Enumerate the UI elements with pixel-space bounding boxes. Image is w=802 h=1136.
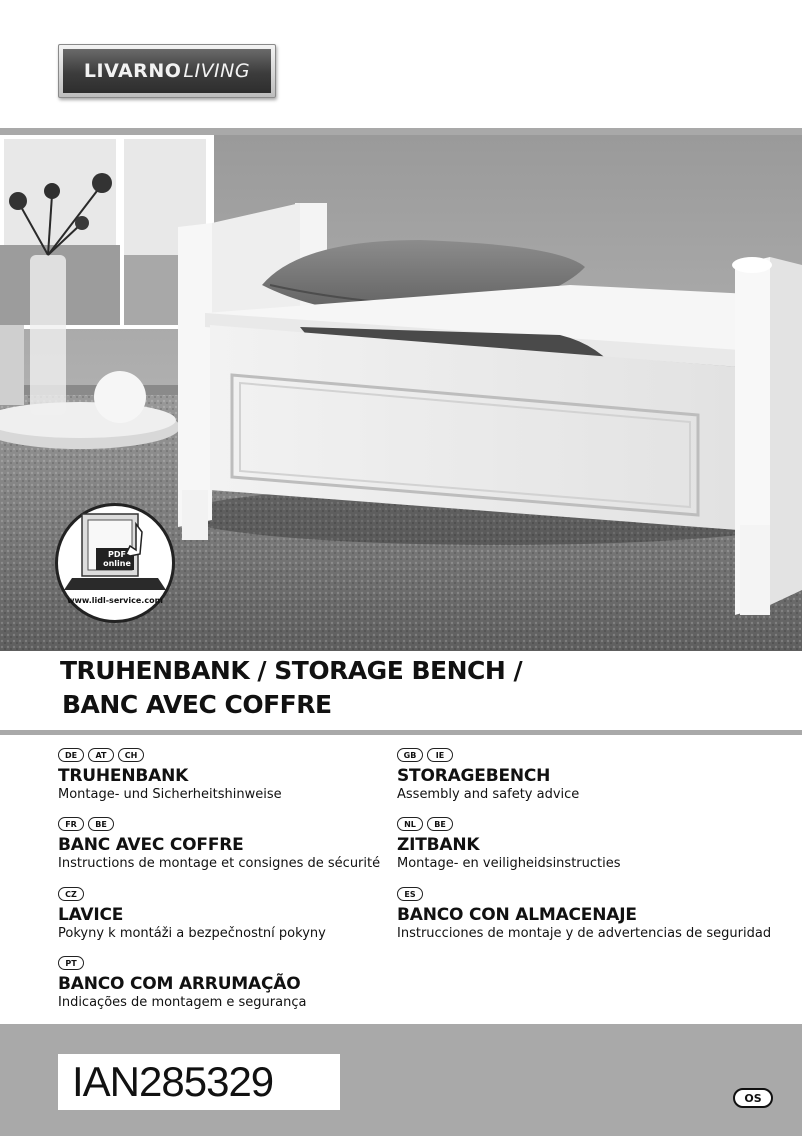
- country-badges: [58, 817, 380, 833]
- brand-logo-plate: [63, 49, 271, 93]
- country-badge: BE: [88, 817, 114, 831]
- country-badges: [397, 817, 621, 833]
- document-title-line2: BANC AVEC COFFRE: [62, 690, 332, 719]
- service-url[interactable]: www.lidl-service.com: [67, 596, 163, 605]
- country-badge: IE: [427, 748, 453, 762]
- lang-block-es: [397, 887, 771, 941]
- ian-box: [58, 1054, 340, 1110]
- country-badges: [58, 887, 326, 903]
- lang-block-fr: [58, 817, 380, 871]
- country-badges: [397, 887, 771, 903]
- country-badges: [58, 748, 282, 764]
- lang-title: STORAGEBENCH: [397, 766, 551, 786]
- country-badge: PT: [58, 956, 84, 970]
- product-photo: [0, 135, 802, 651]
- lang-title: LAVICE: [58, 905, 124, 925]
- lang-title: BANC AVEC COFFRE: [58, 835, 244, 855]
- country-badge: FR: [58, 817, 84, 831]
- lang-block-pt: [58, 956, 306, 1010]
- logo-bold-text: LIVARNO: [83, 60, 182, 82]
- brand-logo: [58, 44, 276, 98]
- lang-title: TRUHENBANK: [58, 766, 189, 786]
- country-badge: AT: [88, 748, 114, 762]
- country-badge: CH: [118, 748, 144, 762]
- lang-subtitle: Montage- en veiligheidsinstructies: [397, 856, 621, 871]
- lang-title: BANCO COM ARRUMAÇÃO: [58, 974, 301, 994]
- os-code-badge: OS: [733, 1088, 773, 1108]
- lang-block-cz: [58, 887, 326, 941]
- middle-divider: [0, 730, 802, 735]
- lang-subtitle: Assembly and safety advice: [397, 787, 580, 802]
- country-badge: GB: [397, 748, 423, 762]
- country-badges: [397, 748, 579, 764]
- lang-subtitle: Instrucciones de montaje y de advertencias de seguridad: [397, 926, 772, 941]
- pdf-label: PDF: [108, 550, 126, 559]
- document-title-line1: TRUHENBANK / STORAGE BENCH /: [60, 656, 523, 685]
- top-divider: [0, 128, 802, 135]
- logo-light-text: LIVING: [183, 60, 251, 82]
- country-badge: NL: [397, 817, 423, 831]
- lang-title: ZITBANK: [397, 835, 480, 855]
- pdf-online-label: [99, 550, 135, 568]
- lang-block-de: [58, 748, 282, 802]
- country-badge: CZ: [58, 887, 84, 901]
- lang-title: BANCO CON ALMACENAJE: [397, 905, 637, 925]
- lang-subtitle: Indicações de montagem e segurança: [58, 995, 307, 1010]
- country-badges: [58, 956, 306, 972]
- lang-subtitle: Montage- und Sicherheitshinweise: [58, 787, 282, 802]
- ian-number: IAN285329: [72, 1058, 274, 1105]
- country-badge: DE: [58, 748, 84, 762]
- country-badge: BE: [427, 817, 453, 831]
- lang-block-gb: [397, 748, 579, 802]
- lang-subtitle: Pokyny k montáži a bezpečnostní pokyny: [58, 926, 326, 941]
- pdf-online-badge[interactable]: [55, 503, 175, 623]
- online-label: online: [103, 559, 131, 568]
- lang-block-nl: [397, 817, 621, 871]
- lang-subtitle: Instructions de montage et consignes de sécurité: [58, 856, 381, 871]
- country-badge: ES: [397, 887, 423, 901]
